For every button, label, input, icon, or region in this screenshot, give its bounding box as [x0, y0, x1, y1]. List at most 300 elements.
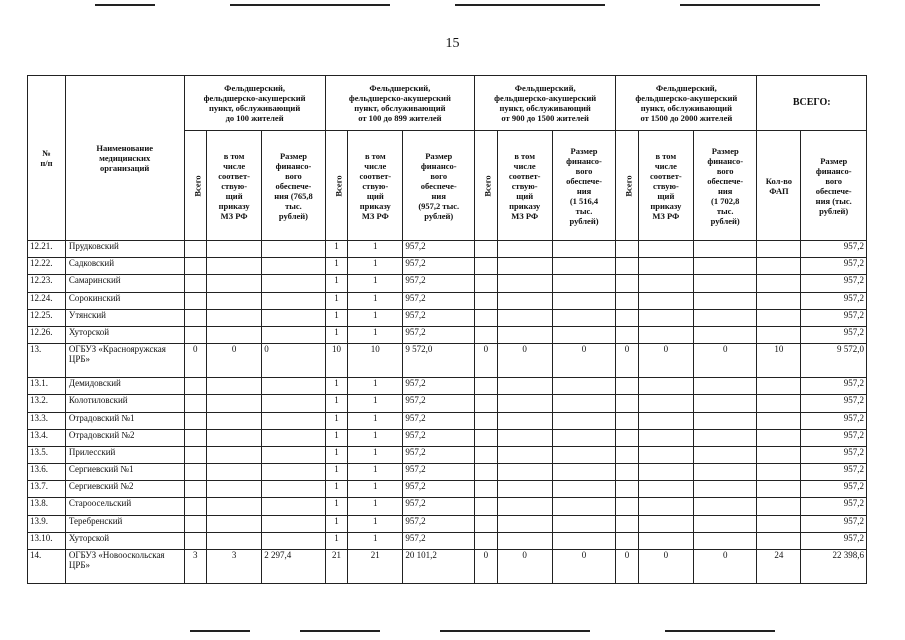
header-fin-4-text: Размер финансо- вого обеспече- ния (1 702,8 тыс. рублей)	[707, 145, 744, 226]
value-cell	[552, 241, 615, 258]
value-cell	[638, 258, 693, 275]
value-cell: 0	[497, 550, 552, 584]
value-cell: 3	[207, 550, 262, 584]
row-number: 13.4.	[28, 429, 66, 446]
value-cell	[497, 395, 552, 412]
value-cell	[497, 241, 552, 258]
table-row	[28, 309, 867, 326]
header-incl-3-text: в том числе соответ- ствую- щий приказу МЗ РФ	[508, 150, 541, 221]
value-cell: 1	[348, 498, 403, 515]
value-cell: 957,2	[801, 498, 867, 515]
value-cell	[552, 429, 615, 446]
header-total-1	[184, 131, 207, 241]
value-cell	[693, 275, 756, 292]
value-cell: 957,2	[801, 292, 867, 309]
value-cell: 957,2	[801, 241, 867, 258]
value-cell	[207, 309, 262, 326]
value-cell: 1	[348, 241, 403, 258]
value-cell	[207, 275, 262, 292]
value-cell: 0	[262, 344, 325, 378]
value-cell: 0	[616, 550, 639, 584]
value-cell	[693, 292, 756, 309]
header-total-1-text: Всего	[192, 174, 203, 197]
value-cell: 957,2	[403, 498, 475, 515]
value-cell: 1	[325, 275, 348, 292]
value-cell	[638, 326, 693, 343]
value-cell	[552, 378, 615, 395]
value-cell	[497, 481, 552, 498]
org-name: Теребренский	[65, 515, 184, 532]
value-cell: 957,2	[403, 412, 475, 429]
value-cell	[475, 309, 498, 326]
value-cell	[497, 275, 552, 292]
value-cell	[616, 378, 639, 395]
value-cell	[184, 309, 207, 326]
value-cell: 1	[325, 395, 348, 412]
value-cell: 1	[348, 395, 403, 412]
row-number: 12.25.	[28, 309, 66, 326]
row-number: 13.10.	[28, 532, 66, 549]
value-cell	[184, 395, 207, 412]
value-cell: 10	[325, 344, 348, 378]
org-name: Хуторской	[65, 326, 184, 343]
header-org-name	[65, 76, 184, 241]
value-cell	[552, 412, 615, 429]
row-number: 13.7.	[28, 481, 66, 498]
scan-edge-bottom-left	[190, 630, 250, 632]
value-cell: 957,2	[403, 292, 475, 309]
org-name: Хуторской	[65, 532, 184, 549]
header-group-3-text: Фельдшерский, фельдшерско-акушерский пункт, обслуживающий от 900 до 1500 жителей	[494, 83, 597, 123]
value-cell	[497, 309, 552, 326]
org-name: Староосельский	[65, 498, 184, 515]
value-cell: 1	[325, 446, 348, 463]
table-row	[28, 292, 867, 309]
value-cell	[693, 241, 756, 258]
value-cell: 1	[325, 326, 348, 343]
value-cell	[497, 446, 552, 463]
row-number: 13.5.	[28, 446, 66, 463]
value-cell: 2 297,4	[262, 550, 325, 584]
value-cell: 1	[325, 464, 348, 481]
fap-financing-table	[27, 75, 867, 584]
value-cell: 3	[184, 550, 207, 584]
table-body	[28, 241, 867, 584]
header-incl-1	[207, 131, 262, 241]
org-name: Отрадовский №2	[65, 429, 184, 446]
value-cell: 1	[325, 309, 348, 326]
value-cell: 24	[757, 550, 801, 584]
value-cell	[693, 429, 756, 446]
value-cell	[616, 515, 639, 532]
table-row	[28, 344, 867, 378]
value-cell: 9 572,0	[403, 344, 475, 378]
scan-edge-bottom-right	[665, 630, 775, 632]
value-cell: 0	[497, 344, 552, 378]
value-cell	[638, 275, 693, 292]
value-cell	[262, 309, 325, 326]
value-cell: 0	[552, 550, 615, 584]
table-row	[28, 446, 867, 463]
header-incl-4	[638, 131, 693, 241]
header-total-fin-text: Размер финансо- вого обеспече- ния (тыс. рублей)	[815, 155, 852, 216]
value-cell	[757, 326, 801, 343]
value-cell	[616, 326, 639, 343]
value-cell	[497, 532, 552, 549]
value-cell	[616, 498, 639, 515]
value-cell: 957,2	[801, 412, 867, 429]
table-row	[28, 395, 867, 412]
header-incl-3	[497, 131, 552, 241]
value-cell	[757, 292, 801, 309]
value-cell	[207, 326, 262, 343]
scan-edge-top-left	[95, 4, 155, 6]
value-cell	[757, 241, 801, 258]
value-cell: 1	[348, 429, 403, 446]
value-cell	[552, 309, 615, 326]
value-cell: 1	[348, 275, 403, 292]
value-cell	[693, 395, 756, 412]
value-cell	[207, 395, 262, 412]
value-cell: 1	[325, 532, 348, 549]
value-cell	[757, 412, 801, 429]
value-cell	[757, 378, 801, 395]
value-cell: 957,2	[403, 481, 475, 498]
header-group-total-text: ВСЕГО:	[792, 97, 831, 108]
value-cell: 957,2	[403, 532, 475, 549]
header-fap-count	[757, 131, 801, 241]
value-cell	[475, 532, 498, 549]
header-fin-1-text: Размер финансо- вого обеспече- ния (765,8 тыс. рублей)	[274, 150, 313, 221]
value-cell: 0	[638, 344, 693, 378]
value-cell	[497, 292, 552, 309]
header-fin-1	[262, 131, 325, 241]
value-cell	[207, 515, 262, 532]
value-cell: 1	[348, 532, 403, 549]
value-cell	[475, 326, 498, 343]
value-cell	[693, 446, 756, 463]
value-cell: 0	[616, 344, 639, 378]
table-row	[28, 498, 867, 515]
value-cell: 0	[693, 550, 756, 584]
value-cell	[552, 275, 615, 292]
value-cell	[638, 464, 693, 481]
value-cell: 957,2	[801, 429, 867, 446]
value-cell	[207, 498, 262, 515]
org-name: ОГБУЗ «Новооскольская ЦРБ»	[65, 550, 184, 584]
value-cell	[207, 481, 262, 498]
value-cell	[638, 532, 693, 549]
value-cell: 957,2	[801, 395, 867, 412]
value-cell: 957,2	[403, 326, 475, 343]
value-cell	[638, 378, 693, 395]
org-name: Сергиевский №1	[65, 464, 184, 481]
value-cell: 0	[638, 550, 693, 584]
value-cell	[475, 378, 498, 395]
value-cell	[262, 241, 325, 258]
org-name: ОГБУЗ «Краснояружская ЦРБ»	[65, 344, 184, 378]
header-group-2-text: Фельдшерский, фельдшерско-акушерский пункт, обслуживающий от 100 до 899 жителей	[348, 83, 451, 123]
value-cell: 957,2	[801, 481, 867, 498]
header-incl-2	[348, 131, 403, 241]
table-row	[28, 326, 867, 343]
header-total-4-text: Всего	[623, 174, 634, 197]
value-cell: 1	[325, 498, 348, 515]
value-cell: 21	[325, 550, 348, 584]
value-cell	[693, 309, 756, 326]
value-cell: 1	[348, 446, 403, 463]
value-cell	[207, 378, 262, 395]
value-cell: 957,2	[403, 378, 475, 395]
value-cell	[757, 532, 801, 549]
row-number: 13.6.	[28, 464, 66, 481]
value-cell	[757, 395, 801, 412]
value-cell	[616, 429, 639, 446]
value-cell	[552, 515, 615, 532]
value-cell	[262, 275, 325, 292]
row-number: 13.9.	[28, 515, 66, 532]
header-group-4-text: Фельдшерский, фельдшерско-акушерский пункт, обслуживающий от 1500 до 2000 жителей	[635, 83, 738, 123]
value-cell	[497, 378, 552, 395]
value-cell	[757, 309, 801, 326]
value-cell: 957,2	[403, 515, 475, 532]
value-cell: 1	[348, 378, 403, 395]
value-cell	[693, 464, 756, 481]
header-total-3-text: Всего	[482, 174, 493, 197]
org-name: Утянский	[65, 309, 184, 326]
value-cell	[184, 412, 207, 429]
header-num-text: № п/п	[40, 148, 53, 168]
value-cell	[184, 258, 207, 275]
value-cell	[552, 326, 615, 343]
value-cell	[638, 292, 693, 309]
value-cell: 0	[552, 344, 615, 378]
value-cell: 957,2	[801, 326, 867, 343]
value-cell: 1	[348, 326, 403, 343]
value-cell	[616, 532, 639, 549]
value-cell: 1	[325, 241, 348, 258]
value-cell	[207, 446, 262, 463]
value-cell	[184, 464, 207, 481]
scan-edge-bottom-mid	[300, 630, 380, 632]
header-fin-4	[693, 131, 756, 241]
value-cell: 0	[475, 550, 498, 584]
table-row	[28, 515, 867, 532]
value-cell: 1	[348, 309, 403, 326]
value-cell	[207, 412, 262, 429]
value-cell	[262, 326, 325, 343]
value-cell: 1	[348, 292, 403, 309]
value-cell	[757, 481, 801, 498]
scan-edge-bottom-mid2	[440, 630, 590, 632]
value-cell	[757, 446, 801, 463]
header-fin-2-text: Размер финансо- вого обеспече- ния (957,2 тыс. рублей)	[418, 150, 460, 221]
table-row	[28, 241, 867, 258]
value-cell	[757, 429, 801, 446]
value-cell: 1	[325, 481, 348, 498]
scan-edge-top-mid	[230, 4, 390, 6]
value-cell: 1	[325, 429, 348, 446]
value-cell	[552, 532, 615, 549]
value-cell	[638, 309, 693, 326]
value-cell	[262, 292, 325, 309]
value-cell	[184, 515, 207, 532]
row-number: 13.	[28, 344, 66, 378]
row-number: 12.23.	[28, 275, 66, 292]
value-cell	[497, 429, 552, 446]
table-row	[28, 532, 867, 549]
value-cell	[616, 275, 639, 292]
value-cell	[262, 258, 325, 275]
value-cell	[475, 498, 498, 515]
value-cell	[497, 412, 552, 429]
header-group-1-text: Фельдшерский, фельдшерско-акушерский пункт, обслуживающий до 100 жителей	[203, 83, 306, 123]
value-cell	[497, 326, 552, 343]
value-cell	[262, 498, 325, 515]
header-fin-3-text: Размер финансо- вого обеспече- ния (1 516,4 тыс. рублей)	[566, 145, 602, 226]
value-cell	[638, 498, 693, 515]
value-cell	[757, 515, 801, 532]
org-name: Прилесский	[65, 446, 184, 463]
value-cell	[207, 464, 262, 481]
header-incl-4-text: в том числе соответ- ствую- щий приказу МЗ РФ	[650, 150, 682, 221]
table-row	[28, 258, 867, 275]
value-cell: 1	[348, 515, 403, 532]
value-cell	[497, 464, 552, 481]
value-cell	[638, 412, 693, 429]
table-row	[28, 464, 867, 481]
org-name: Сергиевский №2	[65, 481, 184, 498]
table-row	[28, 275, 867, 292]
value-cell	[262, 378, 325, 395]
value-cell	[262, 412, 325, 429]
value-cell	[475, 515, 498, 532]
row-number: 12.26.	[28, 326, 66, 343]
org-name: Колотиловский	[65, 395, 184, 412]
header-group-1	[184, 76, 325, 131]
value-cell	[475, 275, 498, 292]
value-cell	[616, 481, 639, 498]
value-cell: 957,2	[801, 275, 867, 292]
value-cell	[262, 429, 325, 446]
value-cell	[616, 258, 639, 275]
value-cell: 957,2	[403, 446, 475, 463]
value-cell: 957,2	[403, 258, 475, 275]
value-cell	[475, 395, 498, 412]
value-cell	[638, 429, 693, 446]
value-cell: 0	[207, 344, 262, 378]
header-group-3	[475, 76, 616, 131]
value-cell	[616, 292, 639, 309]
value-cell	[475, 481, 498, 498]
value-cell	[616, 395, 639, 412]
value-cell	[638, 241, 693, 258]
value-cell	[757, 464, 801, 481]
value-cell	[184, 292, 207, 309]
value-cell	[638, 481, 693, 498]
value-cell: 1	[325, 412, 348, 429]
org-name: Самаринский	[65, 275, 184, 292]
header-num	[28, 76, 66, 241]
value-cell	[475, 292, 498, 309]
value-cell	[497, 515, 552, 532]
value-cell	[616, 309, 639, 326]
header-fin-3	[552, 131, 615, 241]
scan-edge-top-mid2	[455, 4, 605, 6]
value-cell: 1	[325, 258, 348, 275]
value-cell	[184, 326, 207, 343]
header-total-3	[475, 131, 498, 241]
value-cell	[552, 446, 615, 463]
org-name: Отрадовский №1	[65, 412, 184, 429]
value-cell: 22 398,6	[801, 550, 867, 584]
org-name: Демидовский	[65, 378, 184, 395]
value-cell	[262, 532, 325, 549]
value-cell	[262, 446, 325, 463]
value-cell: 1	[348, 464, 403, 481]
row-number: 13.1.	[28, 378, 66, 395]
value-cell	[207, 429, 262, 446]
value-cell	[262, 481, 325, 498]
value-cell: 957,2	[801, 258, 867, 275]
org-name: Сорокинский	[65, 292, 184, 309]
value-cell	[693, 412, 756, 429]
header-total-fin	[801, 131, 867, 241]
value-cell	[638, 395, 693, 412]
header-org-name-text: Наименование медицинских организаций	[96, 143, 153, 173]
page-number: 15	[445, 36, 460, 51]
value-cell	[552, 292, 615, 309]
row-number: 14.	[28, 550, 66, 584]
value-cell: 957,2	[801, 446, 867, 463]
value-cell	[693, 481, 756, 498]
value-cell: 1	[325, 292, 348, 309]
value-cell	[616, 241, 639, 258]
row-number: 13.3.	[28, 412, 66, 429]
value-cell	[475, 241, 498, 258]
value-cell	[184, 446, 207, 463]
value-cell	[497, 498, 552, 515]
header-total-2	[325, 131, 348, 241]
header-group-4	[616, 76, 757, 131]
value-cell: 21	[348, 550, 403, 584]
header-incl-1-text: в том числе соответ- ствую- щий приказу МЗ РФ	[218, 150, 250, 221]
value-cell	[475, 464, 498, 481]
value-cell: 10	[348, 344, 403, 378]
value-cell: 957,2	[801, 309, 867, 326]
value-cell	[207, 241, 262, 258]
header-group-total	[757, 76, 867, 131]
value-cell: 957,2	[403, 275, 475, 292]
table-row	[28, 412, 867, 429]
table-row	[28, 481, 867, 498]
value-cell	[207, 532, 262, 549]
value-cell	[616, 446, 639, 463]
value-cell	[638, 446, 693, 463]
header-total-2-text: Всего	[333, 174, 344, 197]
value-cell: 957,2	[801, 378, 867, 395]
value-cell: 20 101,2	[403, 550, 475, 584]
row-number: 12.21.	[28, 241, 66, 258]
value-cell	[693, 258, 756, 275]
value-cell: 0	[693, 344, 756, 378]
value-cell: 957,2	[403, 395, 475, 412]
value-cell	[184, 429, 207, 446]
header-fin-2	[403, 131, 475, 241]
value-cell: 957,2	[801, 464, 867, 481]
table-row	[28, 378, 867, 395]
value-cell	[475, 429, 498, 446]
